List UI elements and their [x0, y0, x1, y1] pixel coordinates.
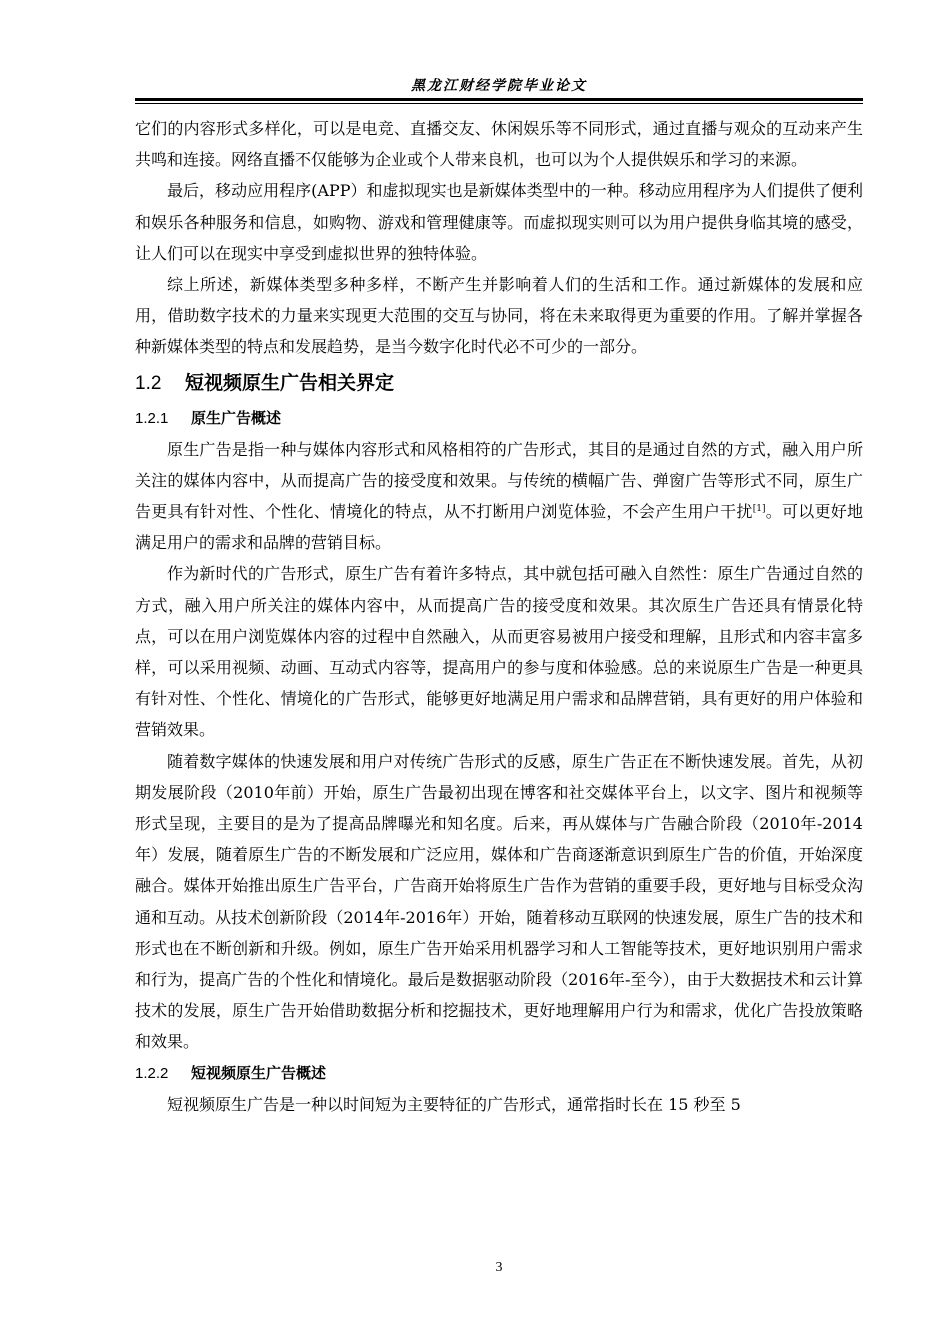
- paragraph-native-ad-history: 随着数字媒体的快速发展和用户对传统广告形式的反感，原生广告正在不断快速发展。首先，从初期发展阶段（2010年前）开始，原生广告最初出现在博客和社交媒体平台上，以文字、图片和视频等形式呈现，主要目的是为了提高品牌曝光和知名度。后来，再从媒体与广告融合阶段（2010年-2014年）发展，随着原生广告的不断发展和广泛应用，媒体和广告商逐渐意识到原生广告的价值，开始深度融合。媒体开始推出原生广告平台，广告商开始将原生广告作为营销的重要手段，更好地与目标受众沟通和互动。从技术创新阶段（2014年-2016年）开始，随着移动互联网的快速发展，原生广告的技术和形式也在不断创新和升级。例如，原生广告开始采用机器学习和人工智能等技术，更好地识别用户需求和行为，提高广告的个性化和情境化。最后是数据驱动阶段（2016年-至今），由于大数据技术和云计算技术的发展，原生广告开始借助数据分析和挖掘技术，更好地理解用户行为和需求，优化广告投放策略和效果。: [135, 751, 863, 1052]
- running-header: 黑龙江财经学院毕业论文: [411, 78, 587, 94]
- subsection-heading-1-2-2: [135, 1058, 863, 1089]
- paragraph-text: 原生广告是指一种与媒体内容形式和风格相符的广告形式，其目的是通过自然的方式，融入用户所关注的媒体内容中，从而提高广告的接受度和效果。与传统的横幅广告、弹窗广告等形式不同，原生广告更具有针对性、个性化、情境化的特点，从不打断用户浏览体验，不会产生用户干扰: [135, 439, 863, 522]
- paragraph-text: 。可以更好地满足用户的需求和品牌的营销目标。: [135, 502, 863, 553]
- subsection-number: 1.2.1: [135, 409, 169, 427]
- paragraph-native-ad-features: 作为新时代的广告形式，原生广告有着许多特点，其中就包括可融入自然性：原生广告通过自然的方式，融入用户所关注的媒体内容中，从而提高广告的接受度和效果。其次原生广告还具有情景化特点，可以在用户浏览媒体内容的过程中自然融入，从而更容易被用户接受和理解，且形式和内容丰富多样，可以采用视频、动画、互动式内容等，提高用户的参与度和体验感。总的来说原生广告是一种更具有针对性、个性化、情境化的广告形式，能够更好地满足用户需求和品牌营销，具有更好的用户体验和营销效果。: [135, 564, 863, 740]
- section-number: 1.2: [135, 372, 162, 394]
- citation-reference[interactable]: [1]: [752, 504, 766, 515]
- subsection-number: 1.2.2: [135, 1064, 169, 1082]
- subsection-heading-1-2-1: [135, 403, 863, 434]
- section-title: 短视频原生广告相关界定: [185, 371, 395, 394]
- page-number: 3: [495, 1260, 503, 1275]
- header-rule-thin: [135, 103, 863, 104]
- paragraph-app-vr: 最后，移动应用程序(APP）和虚拟现实也是新媒体类型中的一种。移动应用程序为人们提供了便利和娱乐各种服务和信息，如购物、游戏和管理健康等。而虚拟现实则可以为用户提供身临其境的感受，让人们可以在现实中享受到虚拟世界的独特体验。: [135, 181, 863, 263]
- subsection-title: 原生广告概述: [191, 408, 282, 427]
- subsection-title: 短视频原生广告概述: [191, 1063, 327, 1082]
- paragraph-summary: 综上所述，新媒体类型多种多样，不断产生并影响着人们的生活和工作。通过新媒体的发展和应用，借助数字技术的力量来实现更大范围的交互与协同，将在未来取得更为重要的作用。了解并掌握各种新媒体类型的特点和发展趋势，是当今数字化时代必不可少的一部分。: [135, 275, 863, 357]
- paragraph-live-streaming-cont: 它们的内容形式多样化，可以是电竞、直播交友、休闲娱乐等不同形式，通过直播与观众的互动来产生共鸣和连接。网络直播不仅能够为企业或个人带来良机，也可以为个人提供娱乐和学习的来源。: [135, 119, 863, 170]
- paragraph-short-video-ad: 短视频原生广告是一种以时间短为主要特征的广告形式，通常指时长在 15 秒至 5: [167, 1094, 741, 1114]
- section-heading-1-2: [135, 363, 863, 403]
- page-body: [135, 113, 863, 1120]
- paragraph-native-ad-definition: [135, 434, 863, 559]
- header-rule-thick: [135, 98, 863, 101]
